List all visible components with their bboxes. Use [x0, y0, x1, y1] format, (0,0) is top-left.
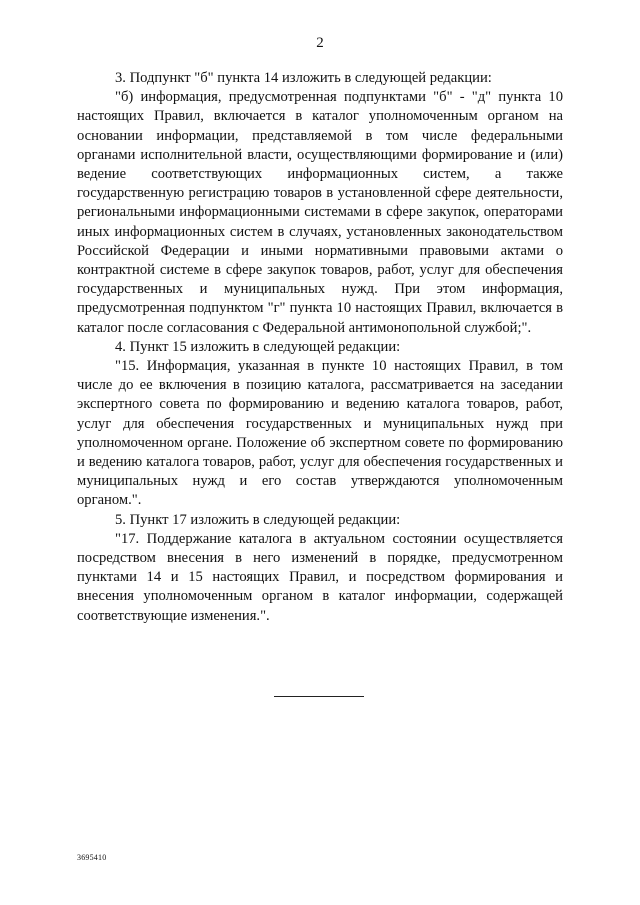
end-separator-line — [274, 696, 364, 697]
paragraph-subpoint-b-text: "б) информация, предусмотренная подпунктами "б" - "д" пункта 10 настоящих Правил, включается в каталог уполномоченным органом на основании информации, представляемой в том числе федеральными органами исполнительной власти, осуществляющими формирование и (или) ведение соответствующих информационных систем, а также государственную регистрацию товаров в установленной сфере деятельности, региональными информационными системами в сфере закупок, операторами иных информационных систем в случаях, установленных законодательством Российской Федерации и иными нормативными правовыми актами о контрактной системе в сфере закупок товаров, работ, услуг для обеспечения государственных и муниципальных нужд. При этом информация, предусмотренная подпунктом "г" пункта 10 настоящих Правил, включается в каталог после согласования с Федеральной антимонопольной службой;". — [77, 89, 563, 336]
document-body — [77, 69, 563, 626]
page-number: 2 — [316, 35, 324, 51]
paragraph-point-15-text: "15. Информация, указанная в пункте 10 настоящих Правил, в том числе до ее включения в позицию каталога, рассматривается на заседании экспертного совета по формированию и ведению каталога товаров, работ, услуг для обеспечения государственных и муниципальных нужд при уполномоченном органе. Положение об экспертном совете по формированию и ведению каталога товаров, работ, услуг для обеспечения государственных и муниципальных нужд и его состав утверждаются уполномоченным органом.". — [77, 358, 563, 509]
paragraph-point-17-text: "17. Поддержание каталога в актуальном состоянии осуществляется посредством внесения в него изменений в порядке, предусмотренном пунктами 14 и 15 настоящих Правил, и посредством формирования и внесения уполномоченным органом в каталог информации, содержащей соответствующие изменения.". — [77, 530, 563, 624]
paragraph-amendment-5: 5. Пункт 17 изложить в следующей редакции: — [115, 511, 401, 528]
paragraph-amendment-4: 4. Пункт 15 изложить в следующей редакции: — [115, 338, 401, 355]
document-code: 3695410 — [77, 853, 107, 862]
paragraph-amendment-3: 3. Подпункт "б" пункта 14 изложить в следующей редакции: — [115, 70, 492, 86]
